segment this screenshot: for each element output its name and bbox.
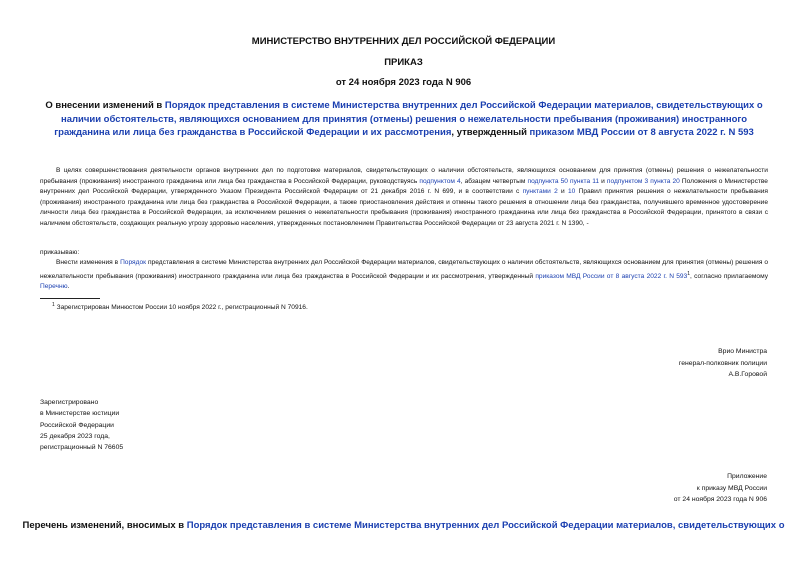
order-text-1: Внести изменения в [56,259,121,266]
appendix-line-2: к приказу МВД России [696,484,767,492]
footnote [52,302,308,311]
order-text-2: представления в системе Министерства внутренних дел Российской Федерации материалов, свидетельствующих о наличии обстоятельств, являющихся основанием для принятия (отмены) решения о нежелательности пребывания (проживания) иностранного гражданина или лица без гражданства в Российской Федерации и их рассмотрения, утвержденный [40,259,768,280]
link-subparagraph-50[interactable]: подпункта 50 пункта 11 [527,177,600,185]
signature-position: Врио Министра [718,348,767,355]
document-title [32,99,776,140]
order-text-4: , согласно прилагаемому [690,272,768,280]
title-link-procedure[interactable]: Порядок представления в системе Министерства внутренних дел Российской Федерации материалов, свидетельствующих о наличии обстоятельств, являющихся основанием для принятия (отмены) решения о нежелательности пребывания (проживания) иностранного гражданина или лица без гражданства в Российской Федерации и их рассмотрения [54,100,763,138]
signature-name: А.В.Горовой [728,371,767,378]
preamble-text-3: и [599,177,607,185]
ministry-heading: МИНИСТЕРСТВО ВНУТРЕННИХ ДЕЛ РОССИЙСКОЙ ФЕДЕРАЦИИ [251,36,556,47]
doc-date-number: от 24 ноября 2023 года N 906 [335,77,472,88]
footnote-mark: 1 [52,302,55,308]
footnote-text: Зарегистрирован Минюстом России 10 ноября 2022 г., регистрационный N 70916. [54,304,308,312]
footnote-ref[interactable]: 1 [687,270,691,277]
registration-line-3: Российской Федерации [40,421,114,429]
title-prefix: О внесении изменений в [45,100,165,111]
list-of-changes-title [0,520,807,531]
preamble-text-1: В целях совершенствования деятельности органов внутренних дел по подготовке материалов, свидетельствующих о наличии обстоятельств, являющихся основанием для принятия (отмены) решения о нежелательности пребывания (проживания) иностранного гражданина или лица без гражданства в Российской Федерации, руководствуясь [40,167,768,185]
registration-line-2: в Министерстве юстиции [40,410,120,418]
list-title-prefix: Перечень изменений, вносимых в [22,520,187,531]
registration-line-1: Зарегистрировано [40,399,99,406]
signature-rank: генерал-полковник полиции [678,359,767,367]
order-paragraph [40,258,768,293]
title-middle: , утвержденный [451,127,530,138]
link-point-10[interactable]: 10 [567,188,576,196]
link-list[interactable]: Перечню [40,283,68,291]
order-text-5: . [67,283,70,291]
order-text-3[interactable]: МВД России от 8 августа 2022 г. N 593 [564,272,688,280]
link-subparagraph-4[interactable]: подпунктом 4 [419,177,461,185]
signature-block [679,346,767,381]
appendix-line-1: Приложение [727,473,767,480]
registration-line-4: 25 декабря 2023 года, [40,432,110,440]
footnote-divider [40,298,100,299]
list-title-link[interactable]: Порядок представления в системе Министерства внутренних дел Российской Федерации материалов, свидетельствующих о [186,520,785,531]
link-procedure[interactable]: Порядок [120,259,147,266]
title-link-order[interactable]: приказом МВД России от 8 августа 2022 г. N 593 [529,127,754,138]
preamble-text-6: Правил принятия решения о нежелательности пребывания (проживания) иностранного гражданина или лица без гражданства в Российской Федерации, а также приостановления действия и отмены такого решения в отношении лица без гражданства, получившего временное удостоверение личности лица без гражданства в Российской Федерации, за исключением решения о нежелательности пребывания (проживания) иностранного гражданина или лица без гражданства в Российской Федерации, принятого в связи с наличием обстоятельств, создающих реальную угрозу здоровью населения, утвержденных постановлением Правительства Российской Федерации от 23 августа 2021 г. N 1390, - [40,188,768,227]
preamble-paragraph [40,166,768,230]
link-subparagraph-3[interactable]: подпунктом 3 пункта 20 [606,177,680,185]
order-word: приказываю: [40,249,80,256]
registration-line-5: регистрационный N 76605 [40,444,124,452]
link-points-2[interactable]: пунктами 2 [522,188,558,196]
preamble-text-4: Положения о Министерстве внутренних дел Российской Федерации, утвержденного Указом Президента Российской Федерации от 21 декабря 2016 г. N 699, и в соответствии с [40,177,768,196]
appendix-line-3: от 24 ноября 2023 года N 906 [673,496,767,503]
preamble-text-5: и [557,188,568,196]
doc-type-heading: ПРИКАЗ [384,57,423,68]
link-order[interactable]: приказом [535,272,565,280]
registration-block [40,397,123,453]
appendix-block [674,471,767,506]
preamble-text-2: , абзацем четвертым [460,177,528,185]
